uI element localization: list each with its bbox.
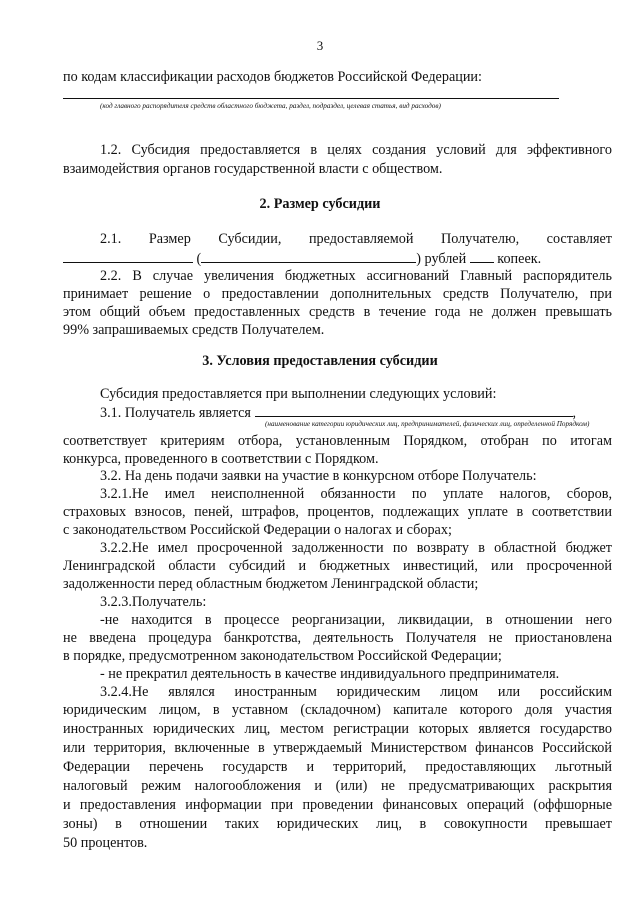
- paragraph-line: 1.2. Субсидия предоставляется в целях создания условий для эффективного: [100, 142, 612, 158]
- section-heading-3: 3. Условия предоставления субсидии: [202, 353, 438, 369]
- paragraph-line: или территория, включенные в утверждаемый Министерством финансов Российской: [63, 740, 612, 756]
- intro-line: по кодам классификации расходов бюджетов Российской Федерации:: [63, 69, 482, 85]
- budget-code-blank: [63, 98, 559, 99]
- recipient-category-hint: (наименование категории юридических лиц, предпринимателей, физических лиц, определенной Порядком): [265, 420, 590, 428]
- rubles-label: ) рублей: [416, 251, 467, 267]
- paragraph-line: налоговый режим налогообложения и (или) не предусматривающих раскрытия: [63, 778, 612, 794]
- paragraph-line: 3.2.1.Не имел неисполненной обязанности по уплате налогов, сборов,: [100, 486, 612, 502]
- paragraph-line: 2.2. В случае увеличения бюджетных ассигнований Главный распорядитель: [100, 268, 612, 284]
- paragraph-line: в порядке, предусмотренном законодательством Российской Федерации;: [63, 648, 502, 664]
- section-heading-2: 2. Размер субсидии: [259, 196, 381, 212]
- paragraph-line: конкурса, проведенного в соответствии с Порядком.: [63, 451, 379, 467]
- page-number: 3: [316, 38, 324, 53]
- kopecks-blank: [470, 249, 494, 263]
- paragraph-line: с законодательством Российской Федерации о налогах и сборах;: [63, 522, 452, 538]
- paragraph-line: страховых взносов, пеней, штрафов, процентов, подлежащих уплате в соответствии: [63, 504, 612, 520]
- conditions-intro: Субсидия предоставляется при выполнении следующих условий:: [100, 386, 497, 402]
- paragraph-line: юридическим лицом, в уставном (складочном) капитале которого доля участия: [63, 702, 612, 718]
- paragraph-line: не введена процедура банкротства, деятельность Получателя не приостановлена: [63, 630, 612, 646]
- paragraph-line: зоны) в отношении таких юридических лиц, в совокупности превышает: [63, 816, 612, 832]
- paragraph-line: Ленинградской области субсидий и бюджетных инвестиций, или просроченной: [63, 558, 612, 574]
- paragraph-line: 3.2.2.Не имел просроченной задолженности по возврату в областной бюджет: [100, 540, 612, 556]
- subsidy-amount-line: [63, 249, 541, 269]
- recipient-category-blank: [255, 403, 573, 417]
- paragraph-line: соответствует критериям отбора, установленным Порядком, отобран по итогам: [63, 433, 612, 449]
- recipient-lead: 3.1. Получатель является: [100, 405, 251, 421]
- paragraph-line: иностранных юридических лиц, местом регистрации которых является государство: [63, 721, 612, 737]
- amount-figures-blank: [63, 249, 193, 263]
- paragraph-line: этом общий объем предоставленных средств в течение года не должен превышать: [63, 304, 612, 320]
- open-paren: (: [196, 251, 202, 267]
- amount-words-blank: [201, 249, 416, 263]
- paragraph-line: принимает решение о предоставлении дополнительных средств Получателю, при: [63, 286, 612, 302]
- paragraph-line: 50 процентов.: [63, 835, 148, 851]
- paragraph-line: и предоставления информации при проведении финансовых операций (оффшорные: [63, 797, 612, 813]
- budget-code-hint: (код главного распорядителя средств областного бюджета, раздел, подраздел, целевая статья, вид расходов): [100, 102, 441, 110]
- paragraph-3-2-3-b: - не прекратил деятельность в качестве индивидуального предпринимателя.: [100, 666, 560, 682]
- kopecks-label: копеек.: [497, 251, 542, 267]
- paragraph-3-2-3: 3.2.3.Получатель:: [100, 594, 207, 610]
- paragraph-line: Федерации перечень государств и территорий, предоставляющих льготный: [63, 759, 612, 775]
- paragraph-line: -не находится в процессе реорганизации, ликвидации, в отношении него: [100, 612, 612, 628]
- paragraph-line: взаимодействия органов государственной власти с обществом.: [63, 161, 443, 177]
- paragraph-line: 2.1. Размер Субсидии, предоставляемой Получателю, составляет: [100, 231, 612, 247]
- paragraph-line: 3.2.4.Не являлся иностранным юридическим лицом или российским: [100, 684, 612, 700]
- paragraph-3-2: 3.2. На день подачи заявки на участие в конкурсном отборе Получатель:: [100, 468, 537, 484]
- paragraph-line: 99% запрашиваемых средств Получателем.: [63, 322, 325, 338]
- paragraph-line: задолженности перед областным бюджетом Ленинградской области;: [63, 576, 479, 592]
- comma: ,: [572, 405, 577, 421]
